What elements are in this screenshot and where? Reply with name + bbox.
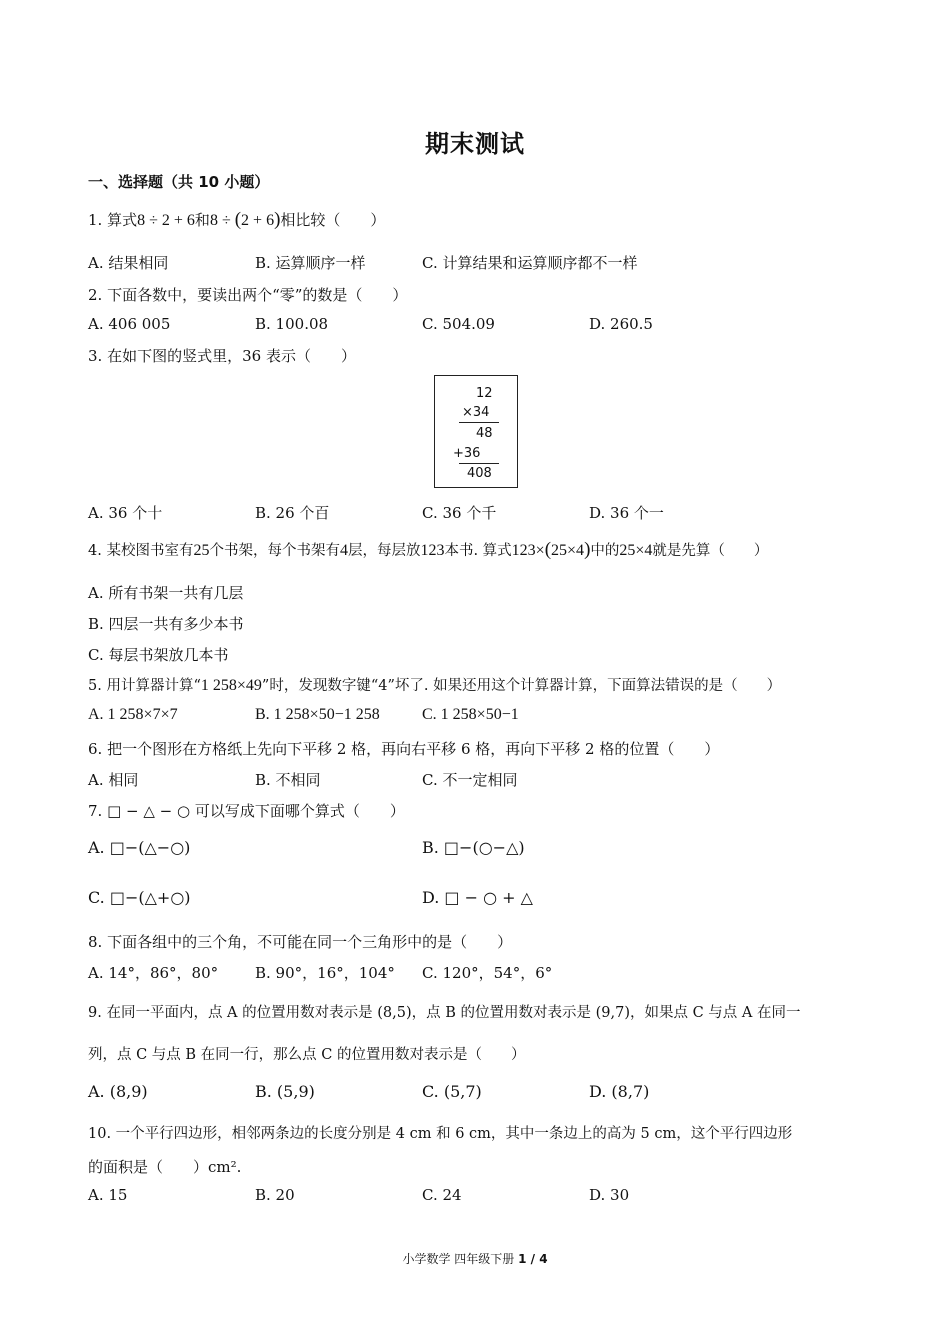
option-c[interactable]: C. 计算结果和运算顺序都不一样 (422, 254, 638, 272)
q1-text-and: 和 (194, 211, 210, 229)
calc-line-4: +36 (453, 446, 481, 461)
calc-line-5: 408 (467, 466, 492, 481)
option-a[interactable]: A. 所有书架一共有几层 (88, 584, 244, 602)
question-number: 2. (88, 286, 103, 304)
question-number: 8. (88, 933, 103, 951)
question-number: 7. (88, 802, 103, 820)
q4-expr: 123× (511, 542, 545, 559)
q4-text-end: 就是先算（ ） (652, 543, 769, 559)
page-title: 期末测试 (425, 130, 525, 158)
question-10 (88, 1122, 792, 1143)
option-b[interactable]: B. 不相同 (255, 771, 321, 789)
question-stem-line-1: 一个平行四边形，相邻两条边的长度分别是 4 cm 和 6 cm，其中一条边上的高为 5 cm，这个平行四边形 (115, 1126, 793, 1142)
question-stem-line-2: 列，点 C 与点 B 在同一行，那么点 C 的位置用数对表示是（ ） (88, 1047, 526, 1063)
footer-text: 小学数学 四年级下册 (402, 1252, 515, 1266)
option-a[interactable]: A. □−(△−○) (88, 838, 191, 857)
option-d[interactable]: D. 36 个一 (589, 504, 664, 522)
option-b[interactable]: B. (5,9) (255, 1082, 315, 1101)
option-c[interactable]: C. 不一定相同 (422, 771, 518, 789)
q4-paren-close: ) (584, 539, 591, 560)
question-stem: 下面各数中，要读出两个“零”的数是（ ） (107, 286, 408, 304)
q4-expr-inner: 25×4 (551, 542, 585, 559)
question-number: 1. (88, 211, 103, 229)
question-5 (88, 674, 781, 695)
option-b[interactable]: B. □−(○−△) (422, 838, 525, 857)
option-a[interactable]: A. 406 005 (88, 315, 171, 333)
q4-num-25: 25 (193, 542, 210, 559)
question-6 (88, 738, 719, 759)
option-a[interactable]: A. 14°，86°，80° (88, 964, 219, 982)
q4-text: 本书. 算式 (444, 543, 512, 559)
q4-paren-open: ( (544, 539, 552, 560)
q4-text: 层，每层放 (347, 543, 421, 559)
question-number: 4. (88, 543, 102, 559)
question-8 (88, 931, 512, 952)
page-number: 1 / 4 (518, 1252, 548, 1266)
q1-paren-close: ) (274, 209, 281, 230)
q1-expr-b: 8 ÷ (209, 212, 235, 229)
question-stem: 下面各组中的三个角，不可能在同一个三角形中的是（ ） (107, 933, 513, 951)
question-2 (88, 284, 407, 305)
option-a[interactable]: A. (8,9) (88, 1082, 148, 1101)
q5-text: 用计算器计算“ (106, 678, 201, 694)
option-c[interactable]: C. (5,7) (422, 1082, 482, 1101)
option-a[interactable]: A. 15 (88, 1186, 128, 1204)
question-stem-line-2: 的面积是（ ）cm². (88, 1158, 242, 1176)
question-number: 9. (88, 1005, 102, 1021)
option-c[interactable]: C. 1 258×50−1 (422, 706, 519, 723)
q5-text-end: ”时，发现数字键“4”坏了. 如果还用这个计算器计算，下面算法错误的是（ ） (261, 678, 782, 694)
calc-line-2: ×34 (462, 405, 490, 420)
q4-num-123: 123 (420, 542, 445, 559)
q1-paren-open: ( (234, 209, 242, 230)
question-4 (88, 539, 768, 561)
question-7 (88, 800, 405, 821)
option-c[interactable]: C. □−(△+○) (88, 888, 191, 907)
calc-line-3: 48 (476, 426, 493, 441)
question-3 (88, 345, 356, 366)
question-stem: 在如下图的竖式里，36 表示（ ） (107, 347, 356, 365)
q4-expr-ref: 25×4 (619, 542, 653, 559)
option-b[interactable]: B. 1 258×50−1 258 (255, 706, 380, 723)
question-9 (88, 1001, 800, 1022)
q4-text: 中的 (590, 543, 620, 559)
option-c[interactable]: C. 24 (422, 1186, 462, 1204)
option-c[interactable]: C. 每层书架放几本书 (88, 646, 229, 664)
section-heading: 一、选择题（共 10 小题） (88, 173, 270, 191)
option-a[interactable]: A. 36 个十 (88, 504, 163, 522)
question-number: 6. (88, 740, 103, 758)
option-d[interactable]: D. 30 (589, 1186, 630, 1204)
question-number: 10. (88, 1126, 112, 1142)
question-number: 3. (88, 347, 103, 365)
option-a[interactable]: A. 1 258×7×7 (88, 706, 178, 723)
question-stem: □ − △ − ○ 可以写成下面哪个算式（ ） (107, 802, 405, 820)
option-a[interactable]: A. 相同 (88, 771, 139, 789)
q5-expr: 1 258×49 (200, 677, 262, 694)
question-stem: 把一个图形在方格纸上先向下平移 2 格，再向右平移 6 格，再向下平移 2 格的位置（ ） (107, 740, 720, 758)
q4-text: 个书架，每个书架有 (209, 543, 340, 559)
question-1 (88, 209, 385, 231)
option-d[interactable]: D. (8,7) (589, 1082, 650, 1101)
page-footer (0, 1250, 950, 1267)
q1-expr-inner: 2 + 6 (241, 212, 275, 229)
option-b[interactable]: B. 26 个百 (255, 504, 330, 522)
calc-rule-2 (459, 463, 499, 464)
calc-line-1: 12 (476, 386, 493, 401)
option-c[interactable]: C. 504.09 (422, 315, 495, 333)
option-b[interactable]: B. 20 (255, 1186, 295, 1204)
option-b[interactable]: B. 运算顺序一样 (255, 254, 366, 272)
option-d[interactable]: D. 260.5 (589, 315, 653, 333)
option-b[interactable]: B. 100.08 (255, 315, 329, 333)
option-d[interactable]: D. □ − ○ + △ (422, 888, 533, 907)
option-a[interactable]: A. 结果相同 (88, 254, 169, 272)
q1-text: 算式 (107, 211, 138, 229)
q4-text: 某校图书室有 (106, 543, 194, 559)
option-b[interactable]: B. 四层一共有多少本书 (88, 615, 244, 633)
q1-expr-a: 8 ÷ 2 + 6 (137, 212, 195, 229)
calc-rule-1 (459, 422, 499, 423)
option-b[interactable]: B. 90°，16°，104° (255, 964, 395, 982)
q4-num-4: 4 (339, 542, 348, 559)
question-number: 5. (88, 678, 102, 694)
vertical-multiplication-figure (434, 375, 518, 488)
q1-text-end: 相比较（ ） (280, 211, 386, 229)
option-c[interactable]: C. 120°，54°，6° (422, 964, 553, 982)
question-stem-line-1: 在同一平面内，点 A 的位置用数对表示是 (8,5)，点 B 的位置用数对表示是 (9,7)，如果点 C 与点 A 在同一 (106, 1005, 801, 1021)
option-c[interactable]: C. 36 个千 (422, 504, 497, 522)
